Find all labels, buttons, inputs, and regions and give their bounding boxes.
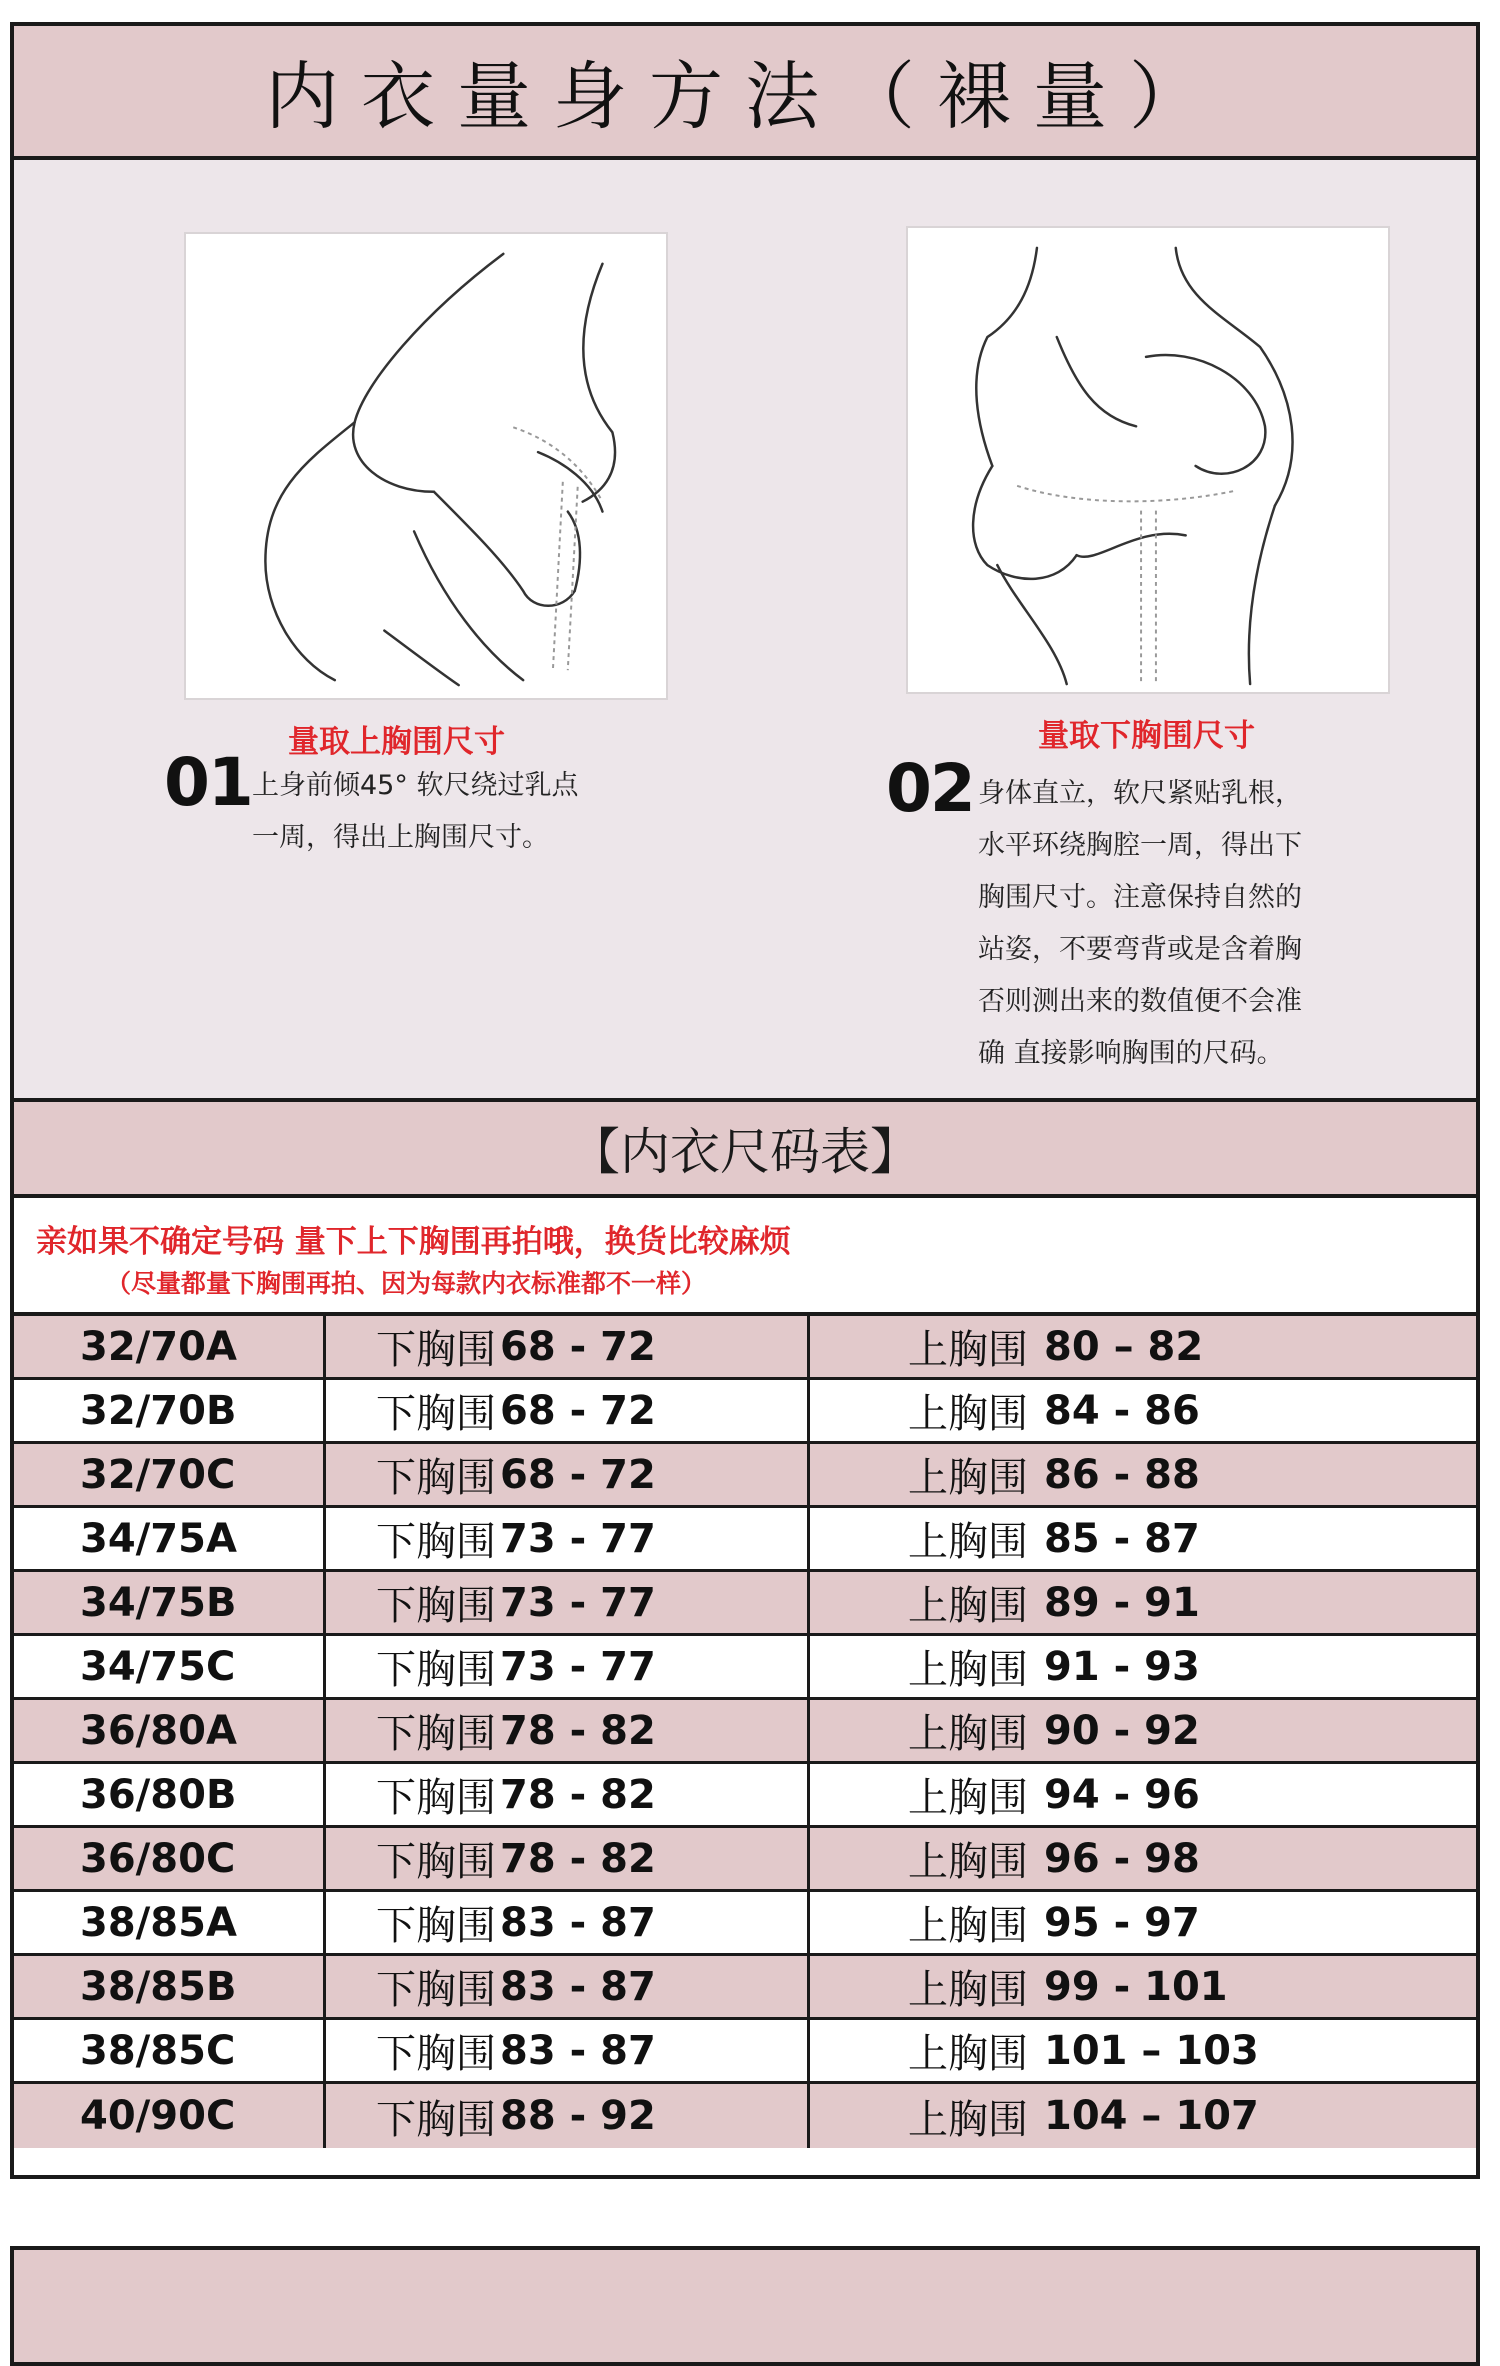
over-bust-label: 上胸围: [908, 1903, 1028, 1949]
table-row: [14, 2020, 1476, 2084]
notice-sub-text: （尽量都量下胸围再拍、因为每款内衣标准都不一样）: [106, 1269, 707, 1298]
size-chart-heading: 【内衣尺码表】: [14, 1102, 1476, 1198]
under-bust-cell: [326, 2084, 810, 2148]
step2-number: 02: [886, 750, 974, 827]
over-bust-label: 上胸围: [908, 1647, 1028, 1693]
over-bust-cell: [810, 2084, 1476, 2148]
over-bust-cell: [810, 1636, 1476, 1697]
over-bust-cell: [810, 1380, 1476, 1441]
under-bust-value: 78 - 82: [500, 1707, 656, 1754]
over-bust-cell: [810, 1316, 1476, 1377]
step2-line-4: 站姿，不要弯背或是含着胸: [978, 934, 1302, 965]
under-bust-value: 73 - 77: [500, 1643, 656, 1690]
under-bust-cell: [326, 1892, 810, 1953]
title-bar: [14, 26, 1476, 160]
under-bust-value: 78 - 82: [500, 1835, 656, 1882]
table-row: [14, 1508, 1476, 1572]
over-bust-label: 上胸围: [908, 1455, 1028, 1501]
page-title: 内衣量身方法（裸量）: [265, 54, 1225, 140]
size-cell: 36/80B: [14, 1764, 326, 1825]
over-bust-label: 上胸围: [908, 1583, 1028, 1629]
over-bust-label: 上胸围: [908, 1775, 1028, 1821]
table-row: [14, 1828, 1476, 1892]
under-bust-cell: [326, 1700, 810, 1761]
under-bust-value: 78 - 82: [500, 1771, 656, 1818]
over-bust-cell: [810, 1828, 1476, 1889]
table-row: [14, 1956, 1476, 2020]
step1-line-2: 一周，得出上胸围尺寸。: [252, 822, 549, 853]
over-bust-value: 90 - 92: [1044, 1707, 1200, 1754]
under-bust-value: 83 - 87: [500, 1899, 656, 1946]
over-bust-label: 上胸围: [908, 2031, 1028, 2077]
over-bust-value: 96 - 98: [1044, 1835, 1200, 1882]
size-cell: 38/85A: [14, 1892, 326, 1953]
under-bust-label: 下胸围: [376, 1583, 496, 1629]
under-bust-illustration: [906, 226, 1390, 694]
table-row: [14, 1700, 1476, 1764]
step2-line-6: 确 直接影响胸围的尺码。: [978, 1038, 1284, 1069]
over-bust-cell: [810, 1892, 1476, 1953]
under-bust-label: 下胸围: [376, 1775, 496, 1821]
under-bust-cell: [326, 1828, 810, 1889]
under-bust-cell: [326, 1508, 810, 1569]
under-bust-cell: [326, 2020, 810, 2081]
table-row: [14, 1636, 1476, 1700]
table-row: [14, 1380, 1476, 1444]
table-row: [14, 1892, 1476, 1956]
under-bust-value: 83 - 87: [500, 1963, 656, 2010]
over-bust-value: 84 - 86: [1044, 1387, 1200, 1434]
under-bust-label: 下胸围: [376, 1711, 496, 1757]
over-bust-label: 上胸围: [908, 1327, 1028, 1373]
over-bust-value: 95 - 97: [1044, 1899, 1200, 1946]
size-cell: 32/70A: [14, 1316, 326, 1377]
over-bust-value: 89 - 91: [1044, 1579, 1200, 1626]
over-bust-label: 上胸围: [908, 1391, 1028, 1437]
size-cell: 38/85C: [14, 2020, 326, 2081]
step2-description: [978, 768, 1302, 1080]
under-bust-value: 88 - 92: [500, 2093, 656, 2139]
table-row: [14, 1316, 1476, 1380]
under-bust-cell: [326, 1444, 810, 1505]
under-bust-value: 68 - 72: [500, 1387, 656, 1434]
notice-main-text: 亲如果不确定号码 量下上下胸围再拍哦，换货比较麻烦: [36, 1224, 791, 1260]
size-notice: [14, 1198, 1476, 1316]
over-bust-value: 94 - 96: [1044, 1771, 1200, 1818]
step2-heading: 量取下胸围尺寸: [1038, 718, 1255, 754]
table-row: [14, 1444, 1476, 1508]
under-bust-value: 73 - 77: [500, 1515, 656, 1562]
step2-line-5: 否则测出来的数值便不会准: [978, 986, 1302, 1017]
upper-bust-illustration: [184, 232, 668, 700]
over-bust-value: 86 - 88: [1044, 1451, 1200, 1498]
step2-line-1: 身体直立，软尺紧贴乳根，: [978, 778, 1302, 809]
over-bust-cell: [810, 1956, 1476, 2017]
step2-line-3: 胸围尺寸。注意保持自然的: [978, 882, 1302, 913]
table-row: [14, 1764, 1476, 1828]
under-bust-cell: [326, 1572, 810, 1633]
under-bust-label: 下胸围: [376, 1519, 496, 1565]
size-cell: 36/80C: [14, 1828, 326, 1889]
step1-line-1: 上身前倾45° 软尺绕过乳点: [252, 770, 579, 801]
over-bust-label: 上胸围: [908, 1519, 1028, 1565]
under-bust-cell: [326, 1316, 810, 1377]
over-bust-value: 99 - 101: [1044, 1963, 1228, 2010]
under-bust-value: 83 - 87: [500, 2027, 656, 2074]
size-cell: 34/75C: [14, 1636, 326, 1697]
under-bust-label: 下胸围: [376, 1903, 496, 1949]
step2-line-2: 水平环绕胸腔一周，得出下: [978, 830, 1302, 861]
over-bust-label: 上胸围: [908, 1967, 1028, 2013]
over-bust-cell: [810, 2020, 1476, 2081]
over-bust-value: 101 – 103: [1044, 2027, 1259, 2074]
over-bust-cell: [810, 1764, 1476, 1825]
over-bust-value: 91 - 93: [1044, 1643, 1200, 1690]
under-bust-label: 下胸围: [376, 1327, 496, 1373]
step1-description-cont: [252, 812, 549, 864]
under-bust-value: 68 - 72: [500, 1451, 656, 1498]
over-bust-value: 80 – 82: [1044, 1323, 1204, 1370]
size-cell: 32/70B: [14, 1380, 326, 1441]
table-row: [14, 2084, 1476, 2148]
under-bust-figure-icon: [908, 228, 1388, 692]
under-bust-cell: [326, 1956, 810, 2017]
over-bust-value: 85 - 87: [1044, 1515, 1200, 1562]
next-section-header: [10, 2246, 1480, 2366]
size-cell: 38/85B: [14, 1956, 326, 2017]
size-cell: 32/70C: [14, 1444, 326, 1505]
over-bust-cell: [810, 1700, 1476, 1761]
under-bust-cell: [326, 1380, 810, 1441]
step1-description: [252, 760, 578, 812]
under-bust-label: 下胸围: [376, 1391, 496, 1437]
upper-bust-figure-icon: [186, 234, 666, 698]
table-row: [14, 1572, 1476, 1636]
step1-number: 01: [164, 744, 252, 821]
under-bust-label: 下胸围: [376, 1647, 496, 1693]
over-bust-value: 104 – 107: [1044, 2093, 1259, 2139]
over-bust-cell: [810, 1444, 1476, 1505]
over-bust-label: 上胸围: [908, 1711, 1028, 1757]
measurement-guide: [14, 160, 1476, 1102]
over-bust-cell: [810, 1508, 1476, 1569]
under-bust-value: 73 - 77: [500, 1579, 656, 1626]
under-bust-label: 下胸围: [376, 1839, 496, 1885]
under-bust-label: 下胸围: [376, 2096, 496, 2143]
under-bust-cell: [326, 1764, 810, 1825]
under-bust-value: 68 - 72: [500, 1323, 656, 1370]
over-bust-cell: [810, 1572, 1476, 1633]
under-bust-cell: [326, 1636, 810, 1697]
under-bust-label: 下胸围: [376, 1967, 496, 2013]
over-bust-label: 上胸围: [908, 2096, 1028, 2143]
step1-heading: 量取上胸围尺寸: [288, 724, 505, 760]
size-cell: 34/75B: [14, 1572, 326, 1633]
size-cell: 40/90C: [14, 2084, 326, 2148]
size-cell: 36/80A: [14, 1700, 326, 1761]
over-bust-label: 上胸围: [908, 1839, 1028, 1885]
under-bust-label: 下胸围: [376, 2031, 496, 2077]
size-cell: 34/75A: [14, 1508, 326, 1569]
measurement-guide-card: [10, 22, 1480, 2179]
under-bust-label: 下胸围: [376, 1455, 496, 1501]
